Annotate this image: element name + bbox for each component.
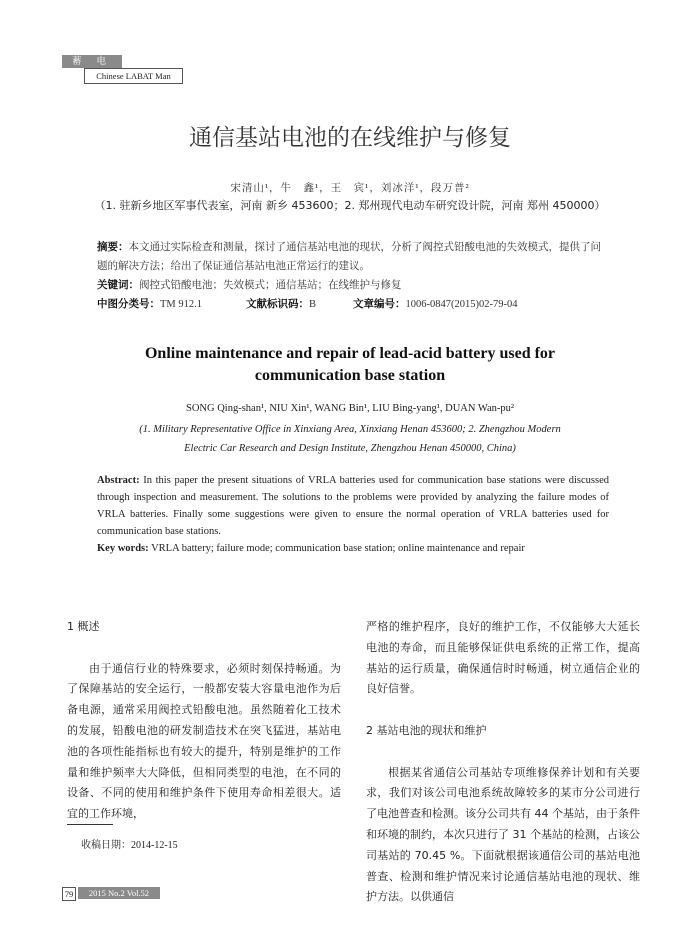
affiliation-cn: （1. 驻新乡地区军事代表室，河南 新乡 453600；2. 郑州现代电动车研究设计院，河南 郑州 450000）: [94, 199, 606, 212]
paper-title-en-line2: communication base station: [254, 367, 446, 384]
keywords-en-text: VRLA battery; failure mode; communication base station; online maintenance and repair: [151, 543, 525, 554]
article-no-value: 1006-0847(2015)02-79-04: [405, 299, 518, 310]
keywords-cn-text: 阀控式铅酸电池；失效模式；通信基站；在线维护与修复: [139, 280, 402, 291]
authors-en: SONG Qing-shan¹, NIU Xin¹, WANG Bin¹, LIU Bing-yang¹, DUAN Wan-pu²: [185, 403, 515, 414]
keywords-en: [97, 540, 609, 557]
section-1-heading: 1 概述: [67, 620, 100, 633]
classification-line: [97, 295, 609, 314]
abstract-cn: [97, 238, 609, 276]
section-1-paragraph-continued: 严格的维护程序，良好的维护工作，不仅能够大大延长电池的寿命，而且能够保证供电系统的正常工作，提高基站的运行质量，确保通信时时畅通，树立通信企业的良好信誉。: [366, 620, 640, 696]
abstract-en-block: [97, 472, 609, 557]
doc-code-value: B: [309, 299, 317, 310]
section-2-paragraph: 根据某省通信公司基站专项维修保养计划和有关要求，我们对该公司电池系统故障较多的某市分公司进行了电池普查和检测。该分公司共有 44 个基站，由于条件和环境的制约，本次只进行了 31 个基站的检测，占该公司基站的 70.45 %。下面就根据该通信公司的基站电池普查、检测和维护情况来讨论通信基站电池的现状、维护方法。以供通信: [366, 765, 640, 904]
abstract-cn-label: 摘要：: [97, 241, 129, 253]
affiliation-en-line2: Electric Car Research and Design Institute, Zhengzhou Henan 450000, China): [184, 443, 516, 454]
clc-value: TM 912.1: [160, 299, 202, 310]
paper-title-en: [0, 343, 700, 387]
authors-cn: 宋清山¹，牛 鑫¹，王 宾¹，刘冰洋¹，段万普²: [230, 183, 470, 194]
affiliation-en-line1: (1. Military Representative Office in Xinxiang Area, Xinxiang Henan 453600; 2. Zhengzhou Modern: [139, 424, 561, 435]
doc-code-label: 文献标识码：: [246, 298, 309, 310]
abstract-cn-text: 本文通过实际检查和测量，探讨了通信基站电池的现状，分析了阀控式铅酸电池的失效模式，提供了问题的解决方法；给出了保证通信基站电池正常运行的建议。: [97, 242, 601, 272]
paper-title-cn: 通信基站电池的在线维护与修复: [189, 125, 511, 151]
keywords-cn: [97, 276, 609, 295]
keywords-en-label: Key words:: [97, 543, 149, 554]
journal-name-en: Chinese LABAT Man: [84, 68, 183, 84]
section-1-paragraph: 由于通信行业的特殊要求，必须时刻保持畅通。为了保障基站的安全运行，一般都安装大容量电池作为后备电源，通常采用阀控式铅酸电池。虽然随着化工技术的发展，铅酸电池的研发制造技术在突飞猛进，基站电池的各项性能指标也有较大的提升，特别是维护的工作量和维护频率大大降低，但相同类型的电池，在不同的设备、不同的使用和维护条件下使用寿命相差很大。适宜的工作环境，: [67, 661, 341, 821]
abstract-cn-block: [97, 238, 609, 314]
abstract-en: [97, 472, 609, 540]
issue-info: 2015 No.2 Vol.52: [78, 887, 160, 899]
received-date: 收稿日期：2014-12-15: [81, 840, 178, 851]
affiliation-en: [0, 420, 700, 458]
page-number: 79: [62, 887, 76, 901]
abstract-en-label: Abstract:: [97, 475, 140, 486]
journal-name-cn: 蓄 电 池: [62, 55, 122, 68]
footnote-divider: [67, 824, 113, 825]
paper-title-en-line1: Online maintenance and repair of lead-acid battery used for: [144, 345, 556, 362]
clc-label: 中图分类号：: [97, 298, 160, 310]
keywords-cn-label: 关键词：: [97, 279, 139, 291]
abstract-en-text: In this paper the present situations of VRLA batteries used for communication base stations were discussed through inspection and measurement. The solutions to the problems were provided by analyzing the failure modes of VRLA batteries. Finally some suggestions were given to ensure the normal operation of VRLA batteries used for communication base stations.: [97, 475, 609, 537]
body-column-right: [366, 617, 640, 908]
body-column-left: [67, 617, 341, 825]
article-no-label: 文章编号：: [353, 298, 406, 310]
section-2-heading: 2 基站电池的现状和维护: [366, 723, 487, 737]
